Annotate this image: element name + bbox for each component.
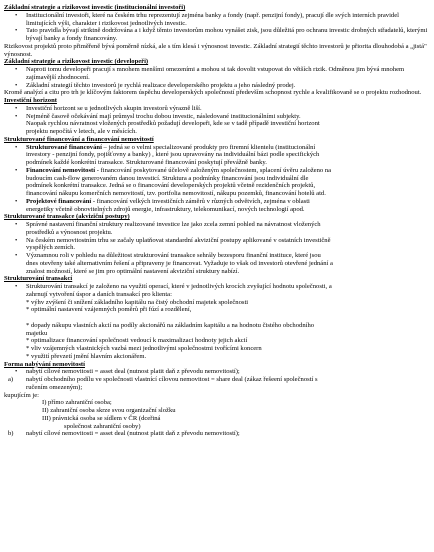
bullet-item: • Institucionální investoři, které na českém trhu reprezentují zejména banky a fondy (např. penzijní fondy), pracují dle svých interních pravidel limitujících výši, charakter i rizikovost jednotlivých investic. [4, 12, 428, 28]
term-real-estate-financing: Financování nemovitostí [26, 166, 96, 174]
paragraph: kupujícím je: [4, 391, 39, 399]
list-text: nabytí cílové nemovitosti = asset deal (nutnost platit daň z převodu nemovitostí); [26, 430, 240, 438]
heading-investment-horizon: Investiční horizont [4, 97, 57, 104]
bullet-item [4, 167, 428, 175]
bullet-text: – jedná se o velmi specializované produkty pro firemní klientelu (institucionální [101, 143, 316, 151]
list-line: * výhv zvýšení či snížení základního kapitálu na čistý obchodní majetek společnosti [26, 298, 249, 306]
list-line: * dopady nákupu vlastních akcií na podíly akcionářů na základním kapitálu a na hodnotu čistého obchodního [26, 321, 315, 329]
list-line: majetku [26, 329, 48, 337]
heading-strategy-developers: Základní strategie a rizikovost investic (developeři) [4, 58, 149, 66]
bullet-continuation: podmínek každé konkrétní transakce. Strukturované financování poskytují převážně banky. [26, 159, 267, 166]
list-marker: a) [8, 376, 14, 383]
list-line: * optimalizace financování společnosti vedoucí k maximalizaci hodnoty jejich akcií [26, 337, 248, 345]
bullet-continuation: investory - penzijní fondy, pojišťovny a banky) , které jsou upravovány na individuální bázi podle specifických [26, 151, 320, 159]
lettered-item [4, 430, 428, 438]
bullet-item [4, 198, 428, 206]
bullet-item: • Strukturování transakcí je založeno na využití operací, které v jednotlivých krocích zvyšující hodnotu společnosti, a [4, 283, 428, 291]
heading-acquisition-form: Forma nabývání nemovitostí [4, 360, 85, 368]
bullet-item [4, 144, 428, 152]
blank-line [4, 314, 428, 322]
bullet-item: • Na českém nemovitostním trhu se začaly uplatňovat standardní akviziční postupy aplikované v ostatních investičně [4, 237, 428, 245]
bullet-continuation: financování nákupu komerčních nemovitostí, tzv. portfolia nemovitostí, nákupu pozemků, financování hotelů atd. [26, 190, 326, 197]
heading-structured-transactions-acquisition: Strukturované transakce (akviziční postupy) [4, 213, 130, 221]
heading-strategy-institutional: Základní strategie a rizikovost investic (institucionální investoři) [4, 4, 186, 11]
bullet-continuation: Naopak rychlou návratnost vložených prostředků požadují developeři, kde se v tadě případě investiční horizont [26, 120, 320, 128]
bullet-continuation: energetiky včetně obnovitelných zdrojů energie, infrastruktury, telekomunikací, nových technologií apod. [26, 205, 305, 213]
roman-continuation: společnost zahraniční osoby) [64, 422, 141, 430]
lettered-item [4, 376, 428, 384]
roman-item: I) přímo zahraniční osoba; [42, 399, 112, 407]
heading-structured-financing: Strukturované financování a financování nemovitostí [4, 135, 154, 143]
bullet-item: • Investiční horizont se u jednotlivých skupin investorů výrazně liší. [4, 105, 428, 113]
bullet-text: - financování poskytované účelově založeným společnostem, splacení úvěru založeno na [95, 166, 332, 174]
paragraph: Rizikovost projektů proto přiměřeně bývá poměrně nízká, ale s tím klesá i výnosnost investic. Základní strategií těchto investorů je přiorita dlouhodobá a „jistá" výnosnost. [4, 42, 427, 58]
list-continuation: ručením omezeným); [26, 383, 83, 391]
roman-item: III) právnická osoba se sídlem v ČR (dceřiná [42, 414, 161, 422]
roman-item: II) zahraniční osoba skrze svou organizační složku [42, 407, 176, 414]
bullet-item: • Správné nastavení finanční struktury realizované investice lze jako zcela zemní pohled na návratnost vložených [4, 221, 428, 229]
bullet-continuation: prostředků a výnosnost projektu. [26, 228, 113, 236]
list-line: * optimální nastavení vzájemných poměrů při fúzí a rozdělení, [26, 306, 192, 314]
list-line: * vliv vzájemných vlastnických vazbá mezi jednotlivými společnostmi tvořícími koncern [26, 345, 262, 352]
list-marker: b) [8, 430, 14, 438]
heading-transaction-structuring: Strukturování transakcí [4, 275, 73, 283]
bullet-item: • Tato pravidla bývají striktně dodržována a i když těmto investorům mohou vynášet zisk, jsou důležitá pro ochranu investic drobných střadatelů, kterými bývají banky a fondy financovány. [4, 27, 428, 43]
bullet-item: • Významnou roli v pohledu na důležitost strukturování transakce sehrály bezesporu finanční instituce, které jsou [4, 252, 428, 260]
document-body [4, 4, 428, 438]
bullet-item: • Nejméně časově očekávání mají průmysl trochu dobou investic, následované institucionálními subjekty. [4, 113, 428, 121]
bullet-item: • nabytí cílové nemovitosti = asset deal (nutnost platit daň z převodu nemovitostí); [4, 368, 428, 376]
bullet-continuation: dnes otevřeny také alternativním řešení a připraveny je financovat. Vyžaduje to však od investorů otevřené jednání a [26, 259, 333, 267]
bullet-continuation: znalost možností, které se jim pro optimální nastavení akviziční struktury nabízí. [26, 267, 240, 275]
bullet-continuation: podmínek konkrétní transakce. Jedná se o financování developerských projektů včetně rezidenčních projektů, [26, 182, 316, 190]
bullet-text: - financování velkých investičních záměrů v různých odvětvích, zejména v oblasti [91, 197, 310, 205]
term-structured-financing: Strukturované financování [26, 143, 102, 151]
list-text: nabytí obchodního podílu ve společnosti vlastnící cílovou nemovitost = share deal (zákaz řešeení společností s [26, 376, 318, 383]
bullet-continuation: vyspělých zemích. [26, 244, 76, 252]
paragraph: Kromě analýzí a citu pro trh je klíčovým faktorem úspěchu developerských společností především schopnost rychle a kvalifikovaně se o projektu rozhodnout. [4, 89, 422, 97]
bullet-continuation: zahrnují vytvoření úspor a daních transakcí pro klienta: [26, 290, 172, 298]
bullet-item: • Naproti tomu developeři pracují s mnohem menšími omezeními a mohou si tak dovolit vstupovat do větších rizik. Odměnou jim bývá mnohem zajímavější zhodnocení. [4, 66, 428, 82]
term-project-financing: Projektové financování [26, 197, 92, 205]
bullet-continuation: budoucím cash-flow generovaném danou investicí. Struktura a podmínky financování jsou individuální dle [26, 174, 309, 182]
bullet-item: • Základní strategií těchto investorů je rychlá realizace developerského projektu a jeho následný prodej. [4, 82, 428, 90]
list-line: * využití převzetí jmění hlavním akcionářem. [26, 352, 147, 360]
bullet-continuation: projektu nepočítá v letech, ale v měsících. [26, 128, 137, 135]
